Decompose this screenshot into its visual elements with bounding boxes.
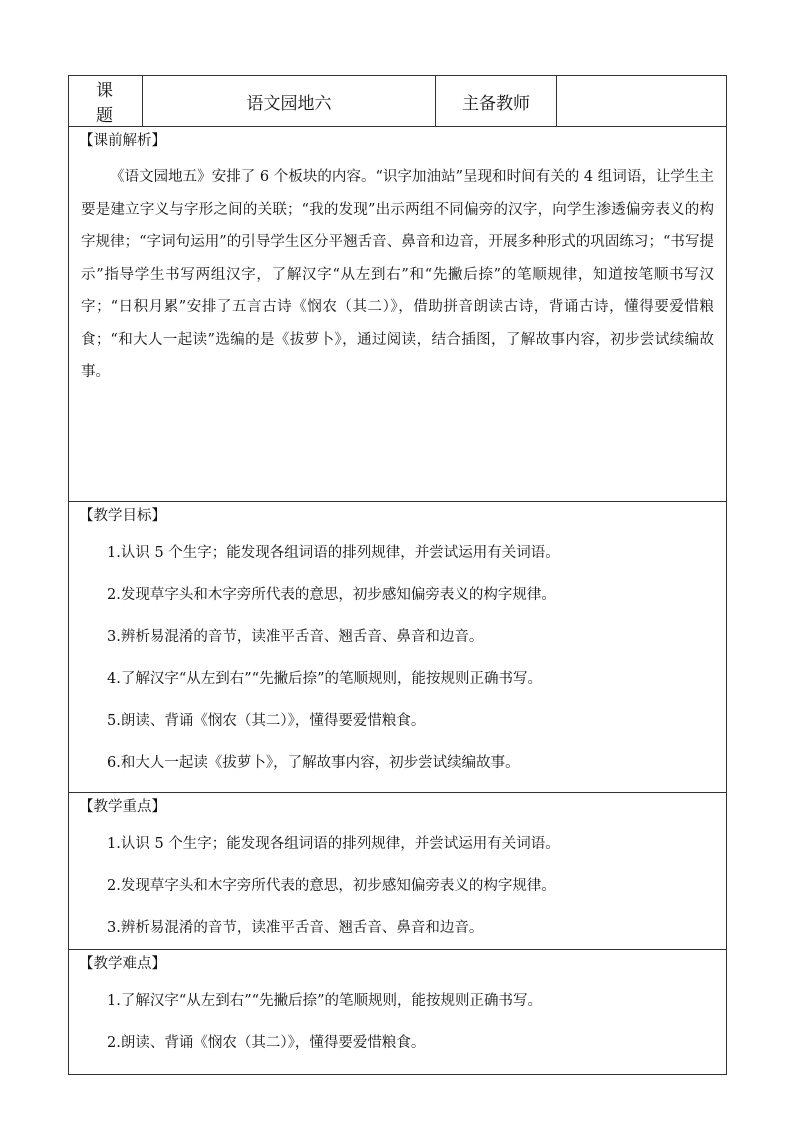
difficulties-row [69,950,727,1075]
teacher-label: 主备教师 [436,76,557,127]
goal-item: 6.和大人一起读《拔萝卜》，了解故事内容，初步尝试续编故事。 [107,755,520,771]
analysis-section [69,127,727,502]
analysis-text: 《语文园地五》安排了 6 个板块的内容。“识字加油站”呈现和时间有关的 4 组词语，让学生主要是建立字义与字形之间的关联；“我的发现”出示两组不同偏旁的汉字，向学生渗透偏旁表义的构字规律；“字词句运用”的引导学生区分平翘舌音、鼻音和边音，开展多种形式的巩固练习；“书写提示”指导学生书写两组汉字，了解汉字“从左到右”和“先撇后捺”的笔顺规律，知道按笔顺书写汉字；“日积月累”安排了五言古诗《悯农（其二）》，借助拼音朗读古诗，背诵古诗，懂得要爱惜粮食；“和大人一起读”选编的是《拔萝卜》，通过阅读，结合插图，了解故事内容，初步尝试续编故事。 [81,169,714,380]
key-point-item: 3.辨析易混淆的音节，读准平舌音、翘舌音、鼻音和边音。 [107,920,484,936]
difficulty-item: 1.了解汉字“从左到右”“先撇后捺”的笔顺规则，能按规则正确书写。 [107,993,542,1009]
teacher-value [557,76,727,127]
analysis-row [69,127,727,502]
lesson-plan-table [68,75,727,1075]
difficulties-title: 【教学难点】 [79,956,166,972]
difficulty-item: 2.朗读、背诵《悯农（其二）》，懂得要爱惜粮食。 [107,1035,426,1051]
key-points-row [69,793,727,950]
goals-title: 【教学目标】 [79,508,166,524]
difficulties-section [69,950,727,1075]
goal-item: 2.发现草字头和木字旁所代表的意思，初步感知偏旁表义的构字规律。 [107,587,556,603]
goal-item: 4.了解汉字“从左到右”“先撇后捺”的笔顺规则，能按规则正确书写。 [107,671,542,687]
goal-item: 5.朗读、背诵《悯农（其二）》，懂得要爱惜粮食。 [107,713,426,729]
goals-section [69,502,727,793]
key-point-item: 1.认识 5 个生字；能发现各组词语的排列规律，并尝试运用有关词语。 [107,836,560,852]
topic-label: 课 题 [69,76,143,127]
key-point-item: 2.发现草字头和木字旁所代表的意思，初步感知偏旁表义的构字规律。 [107,878,556,894]
key-points-section [69,793,727,950]
analysis-title: 【课前解析】 [79,133,166,149]
header-row [69,76,727,127]
topic-value: 语文园地六 [143,76,436,127]
goals-row [69,502,727,793]
goal-item: 1.认识 5 个生字；能发现各组词语的排列规律，并尝试运用有关词语。 [107,545,560,561]
key-points-title: 【教学重点】 [79,799,166,815]
goal-item: 3.辨析易混淆的音节，读准平舌音、翘舌音、鼻音和边音。 [107,629,484,645]
